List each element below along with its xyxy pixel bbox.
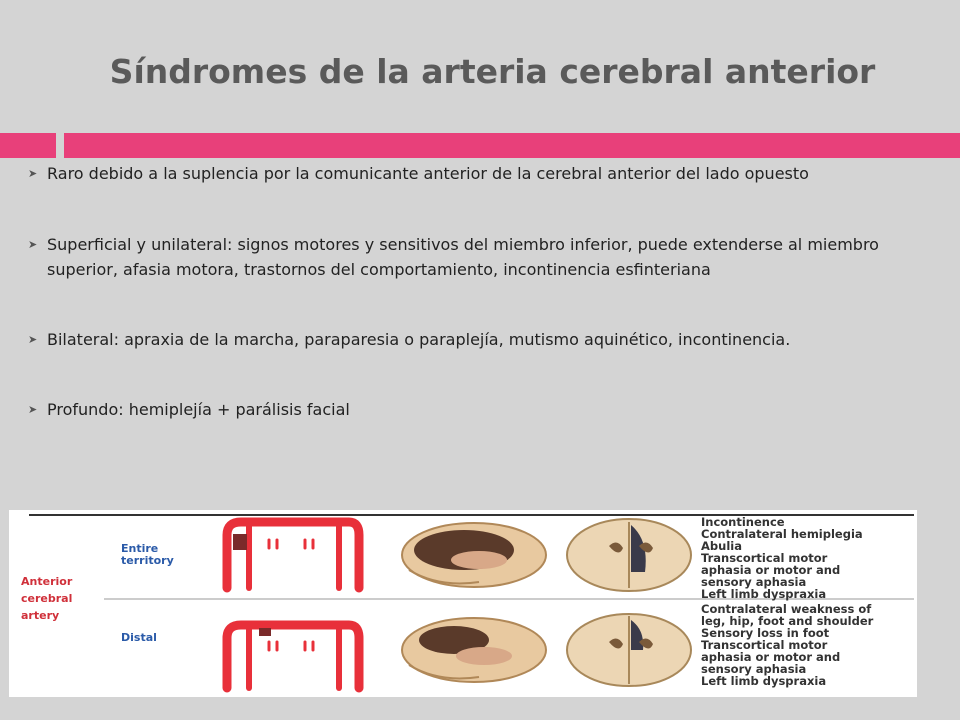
artery-label	[21, 575, 73, 622]
accent-bar-right	[64, 133, 960, 158]
finding-line: Transcortical motor	[701, 638, 828, 652]
sagittal-brain-entire	[402, 523, 546, 587]
finding-line: Left limb dyspraxia	[701, 587, 827, 601]
finding-line: Left limb dyspraxia	[701, 674, 827, 688]
bullet-arrow-icon: ➤	[28, 167, 38, 180]
bullet-item	[28, 232, 928, 282]
row-label-entire: territory	[121, 554, 174, 567]
artery-diagram-distal	[227, 625, 359, 688]
bullet-text: Profundo: hemiplejía + parálisis facial	[47, 400, 350, 419]
finding-line: Transcortical motor	[701, 551, 828, 565]
finding-line: sensory aphasia	[701, 662, 807, 676]
bullet-arrow-icon: ➤	[28, 403, 38, 416]
sagittal-brain-distal	[402, 618, 546, 682]
artery-label-line: artery	[21, 609, 60, 622]
finding-line: Contralateral hemiplegia	[701, 527, 863, 541]
bullet-text: Bilateral: apraxia de la marcha, paraparesia o paraplejía, mutismo aquinético, incontinencia.	[47, 330, 791, 349]
coronal-brain-distal	[567, 614, 691, 686]
slide-title: Síndromes de la arteria cerebral anterior	[109, 52, 876, 91]
artery-diagram-entire	[227, 522, 359, 588]
row-label-distal: Distal	[121, 631, 157, 644]
findings-entire	[701, 515, 863, 601]
finding-line: aphasia or motor and	[701, 563, 841, 577]
bullet-item	[28, 161, 928, 186]
finding-line: Incontinence	[701, 515, 785, 529]
bullet-text: Superficial y unilateral: signos motores y sensitivos del miembro inferior, puede extenderse al miembro superior, afasia motora, trastornos del comportamiento, incontinencia esfinteriana	[47, 235, 879, 279]
accent-bar-left	[0, 133, 56, 158]
finding-line: aphasia or motor and	[701, 650, 841, 664]
finding-line: Contralateral weakness of	[701, 602, 872, 616]
finding-line: sensory aphasia	[701, 575, 807, 589]
bullet-text: Raro debido a la suplencia por la comunicante anterior de la cerebral anterior del lado opuesto	[47, 164, 809, 183]
aca-syndromes-figure	[9, 510, 917, 697]
coronal-brain-entire	[567, 519, 691, 591]
artery-label-line: Anterior	[21, 575, 73, 588]
findings-distal	[701, 602, 874, 688]
finding-line: Abulia	[701, 539, 742, 553]
bullet-arrow-icon: ➤	[28, 333, 38, 346]
bullet-item	[28, 327, 928, 352]
artery-label-line: cerebral	[21, 592, 73, 605]
bullet-item	[28, 397, 928, 422]
bullet-arrow-icon: ➤	[28, 238, 38, 251]
finding-line: leg, hip, foot and shoulder	[701, 614, 874, 628]
finding-line: Sensory loss in foot	[701, 626, 830, 640]
row-label-entire: Entire	[121, 542, 159, 555]
